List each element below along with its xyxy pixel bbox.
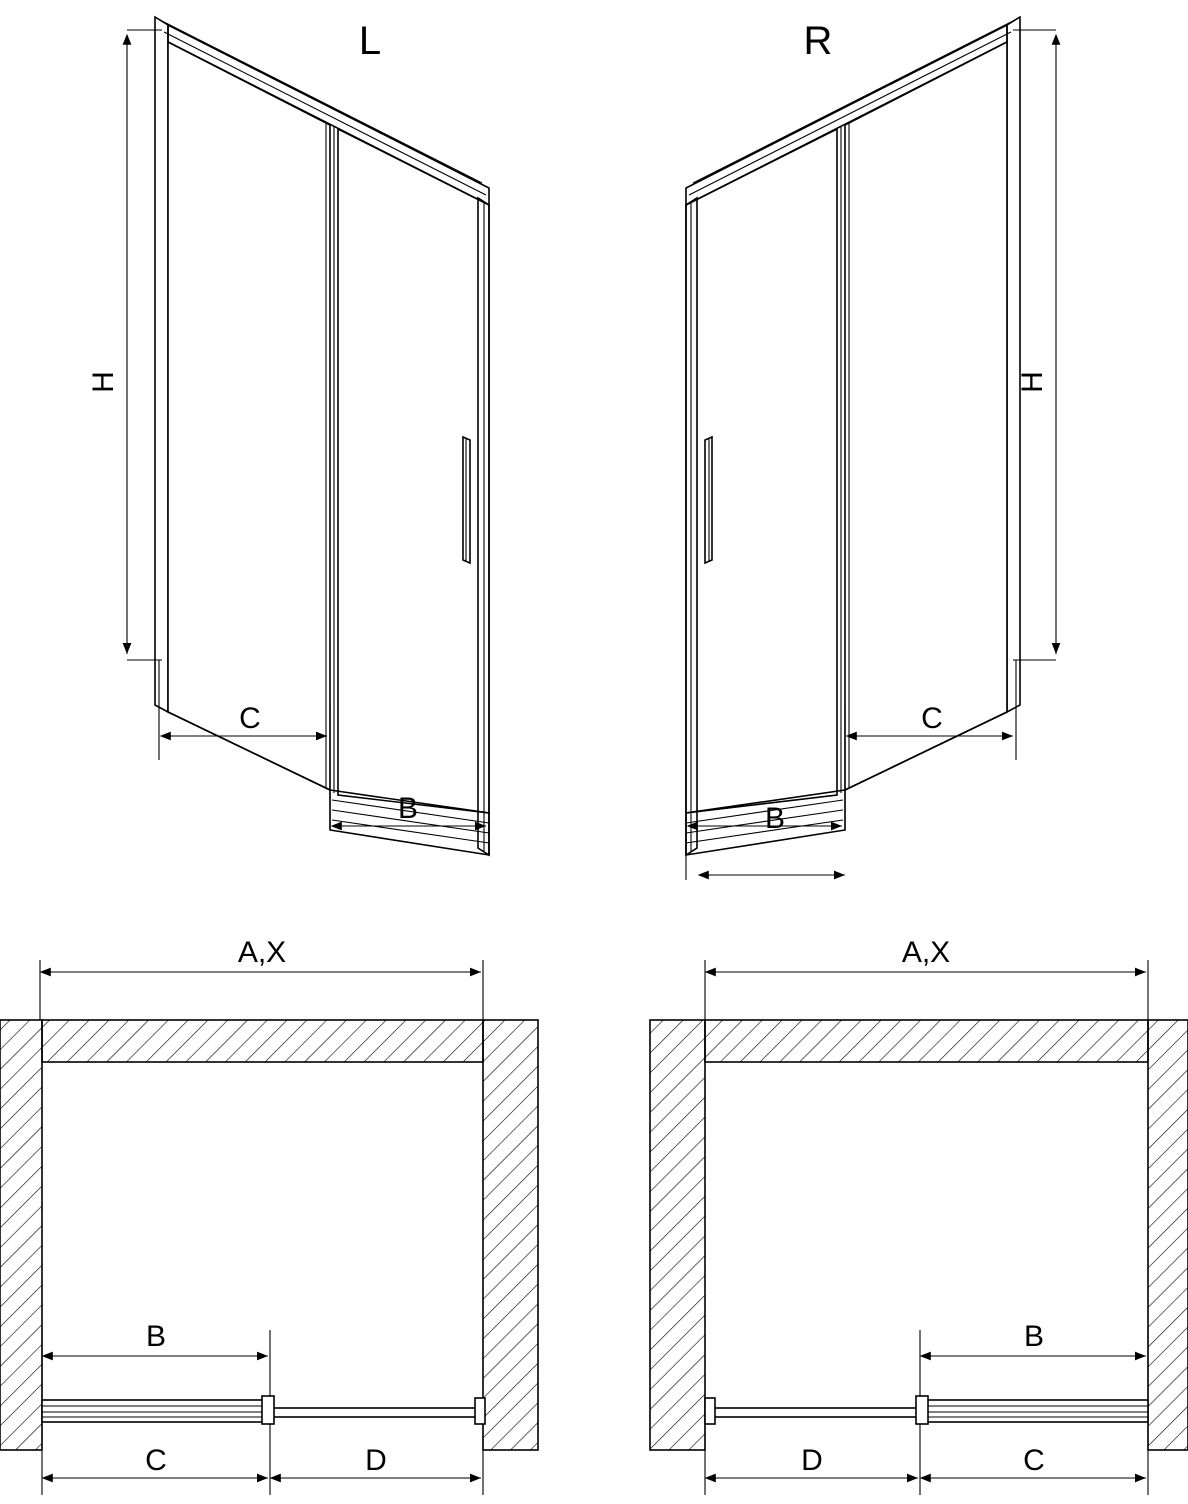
label-c-right: C xyxy=(921,702,943,735)
label-d-plan-right: D xyxy=(801,1444,823,1477)
label-c-plan-right: C xyxy=(1023,1444,1045,1477)
plan-view-right xyxy=(650,936,1188,1495)
title-right-variant: R xyxy=(803,19,833,63)
label-height-left: H xyxy=(87,371,120,393)
dim-c-plan-right xyxy=(922,1422,1148,1495)
title-left-variant: L xyxy=(358,19,382,63)
dim-d-plan-right xyxy=(705,1424,920,1495)
label-c-left: C xyxy=(239,702,261,735)
plan-right-right-wall xyxy=(1148,1020,1188,1450)
dim-ax-left xyxy=(40,936,483,1020)
label-c-plan-left: C xyxy=(145,1444,167,1477)
plan-right-top-wall xyxy=(705,1020,1148,1062)
plan-right-left-wall xyxy=(650,1020,705,1450)
label-b-plan-right: B xyxy=(1023,1320,1045,1353)
label-ax-right: A,X xyxy=(901,936,951,969)
dim-b-plan-right xyxy=(920,1320,1148,1400)
dim-height-left xyxy=(87,30,162,660)
plan-left-wall xyxy=(0,1020,42,1450)
label-ax-left: A,X xyxy=(237,936,287,969)
label-height-right: H xyxy=(1016,371,1049,393)
plan-top-wall xyxy=(42,1020,483,1062)
plan-view-left xyxy=(0,936,538,1495)
label-b-left: B xyxy=(397,792,419,825)
iso-right-frame xyxy=(686,17,1020,855)
dim-c-plan-left xyxy=(42,1422,270,1495)
dim-b-plan-left xyxy=(42,1320,270,1400)
dim-ax-right xyxy=(705,936,1148,1020)
iso-view-right xyxy=(686,17,1056,880)
label-b-plan-left: B xyxy=(145,1320,167,1353)
plan-right-track xyxy=(705,1396,1148,1424)
dim-d-plan-left xyxy=(272,1424,483,1495)
plan-left-track xyxy=(42,1396,485,1424)
label-b-right: B xyxy=(764,802,786,835)
iso-left-frame xyxy=(155,17,489,855)
plan-right-wall xyxy=(483,1020,538,1450)
label-d-plan-left: D xyxy=(365,1444,387,1477)
iso-view-left xyxy=(87,17,489,855)
